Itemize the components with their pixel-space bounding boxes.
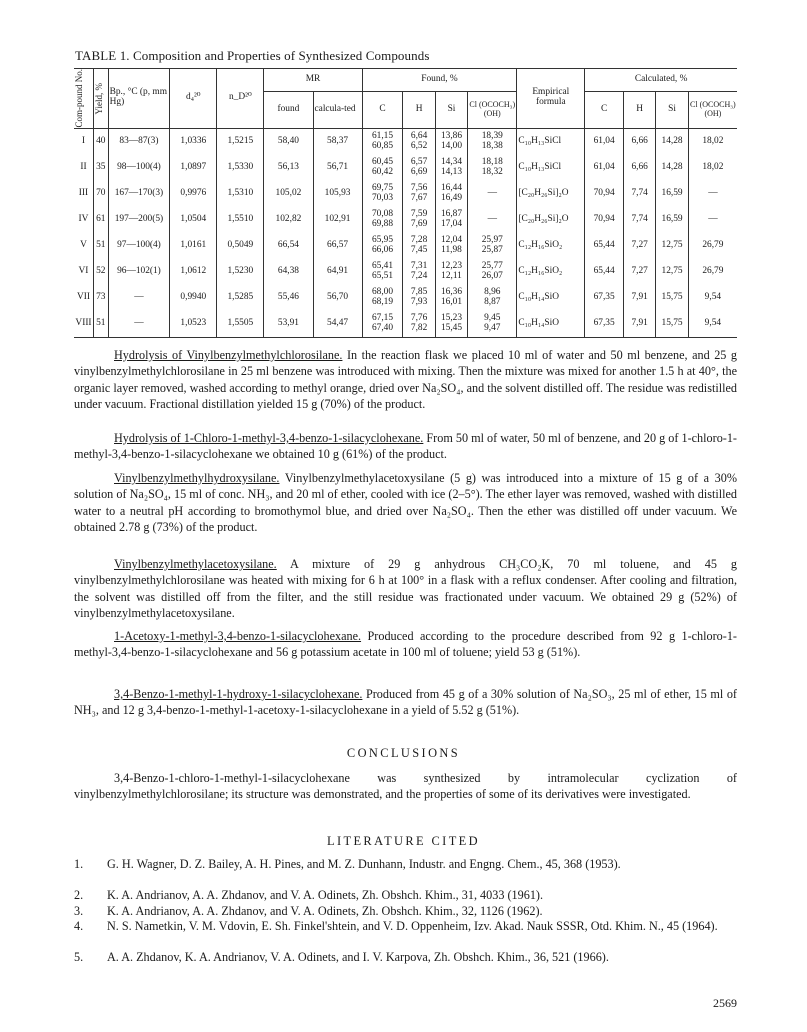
cell-found-cl: 9,45 9,47 (468, 311, 517, 338)
literature-heading: LITERATURE CITED (327, 834, 480, 848)
table-row (74, 259, 737, 285)
cell-found-c: 69,75 70,03 (362, 181, 403, 207)
reference-3 (74, 904, 737, 919)
cell-compound-no: VII (76, 291, 90, 302)
cell-yield: 70 (93, 181, 108, 207)
cell-found-cl: — (468, 207, 517, 233)
cell-calc-si: 16,59 (656, 181, 688, 207)
cell-density: 1,0504 (170, 207, 217, 233)
cell-calc-cl: 9,54 (688, 285, 737, 311)
cell-mr-calc: 54,47 (313, 311, 362, 338)
cell-mr-found: 105,02 (264, 181, 313, 207)
cell-calc-si: 15,75 (656, 311, 688, 338)
paragraph-hydroxy-benzo (74, 686, 737, 719)
cell-bp: 167—170(3) (108, 181, 170, 207)
cell-bp: 83—87(3) (108, 128, 170, 155)
header-compound-no: Com-pound No. (74, 69, 84, 128)
cell-bp: 197—200(5) (108, 207, 170, 233)
cell-calc-cl: — (688, 181, 737, 207)
header-found-h: H (403, 91, 435, 128)
reference-5 (74, 950, 737, 965)
cell-found-si: 12,23 12,11 (435, 259, 467, 285)
header-calc-group: Calculated, % (585, 69, 737, 92)
cell-bp: 96—102(1) (108, 259, 170, 285)
table-row (74, 128, 737, 155)
cell-mr-found: 56,13 (264, 155, 313, 181)
cell-mr-found: 58,40 (264, 128, 313, 155)
cell-found-c: 65,41 65,51 (362, 259, 403, 285)
reference-1 (74, 857, 737, 872)
table-row (74, 233, 737, 259)
cell-compound-no: VIII (74, 311, 93, 338)
cell-density: 1,0336 (170, 128, 217, 155)
cell-found-si: 16,36 16,01 (435, 285, 467, 311)
reference-number: 2. (74, 888, 84, 902)
paragraph-body: Produced according to the procedure described from 92 g 1-chloro-1-methyl-3,4-benzo-1-silacyclohexane and 56 g potassium acetate in 100 ml of toluene; yield 53 g (51%). (74, 629, 737, 660)
cell-found-c: 70,08 69,88 (362, 207, 403, 233)
header-mr-calc: calcula-ted (313, 91, 362, 128)
cell-found-cl: 18,18 18,32 (468, 155, 517, 181)
cell-mr-found: 102,82 (264, 207, 313, 233)
cell-found-c: 67,15 67,40 (362, 311, 403, 338)
cell-bp: 97—100(4) (108, 233, 170, 259)
cell-formula: [C₂₀H₂₆Si]₂O (517, 181, 585, 207)
cell-calc-c: 70,94 (585, 181, 624, 207)
cell-calc-si: 14,28 (656, 155, 688, 181)
cell-yield: 40 (93, 128, 108, 155)
cell-found-h: 6,64 6,52 (403, 128, 435, 155)
cell-calc-c: 70,94 (585, 207, 624, 233)
cell-calc-si: 16,59 (656, 207, 688, 233)
cell-calc-h: 6,66 (623, 155, 655, 181)
reference-number: 4. (74, 919, 84, 933)
header-found-cl: Cl (OCOCH₃) (OH) (468, 91, 517, 128)
cell-refractive-index: 1,5510 (217, 207, 264, 233)
cell-found-si: 15,23 15,45 (435, 311, 467, 338)
cell-density: 1,0523 (170, 311, 217, 338)
cell-found-cl: 25,97 25,87 (468, 233, 517, 259)
cell-calc-c: 67,35 (585, 311, 624, 338)
cell-compound-no: V (80, 239, 87, 250)
cell-mr-found: 66,54 (264, 233, 313, 259)
header-found-c: C (362, 91, 403, 128)
cell-refractive-index: 1,5285 (217, 285, 264, 311)
reference-text: K. A. Andrianov, A. A. Zhdanov, and V. A. Odinets, Zh. Obshch. Khim., 31, 4033 (1961). (107, 888, 544, 902)
header-yield: Yield, % (93, 82, 104, 114)
paragraph-hydrolysis-chloro (74, 430, 737, 463)
cell-found-h: 7,56 7,67 (403, 181, 435, 207)
cell-calc-si: 12,75 (656, 259, 688, 285)
cell-found-h: 7,76 7,82 (403, 311, 435, 338)
table-row (74, 285, 737, 311)
conclusions-heading: CONCLUSIONS (346, 746, 461, 760)
cell-calc-c: 65,44 (585, 233, 624, 259)
cell-formula: C₁₀H₁₃SiCl (517, 128, 585, 155)
cell-refractive-index: 1,5230 (217, 259, 264, 285)
cell-found-h: 7,31 7,24 (403, 259, 435, 285)
cell-mr-calc: 64,91 (313, 259, 362, 285)
reference-2 (74, 888, 737, 903)
cell-formula: [C₂₀H₂₆Si]₂O (517, 207, 585, 233)
table-title: TABLE 1. Composition and Properties of Synthesized Compounds (75, 48, 430, 63)
cell-found-cl: 25,77 26,07 (468, 259, 517, 285)
cell-yield: 35 (93, 155, 108, 181)
cell-refractive-index: 1,5215 (217, 128, 264, 155)
table-row (74, 155, 737, 181)
table-row (74, 311, 737, 338)
cell-formula: C₁₀H₁₄SiO (517, 285, 585, 311)
conclusions-text (74, 770, 737, 803)
paragraph-acetoxysilane (74, 556, 737, 622)
paragraph-acetoxy-benzo (74, 628, 737, 661)
cell-mr-calc: 102,91 (313, 207, 362, 233)
cell-found-c: 61,15 60,85 (362, 128, 403, 155)
cell-yield: 51 (93, 233, 108, 259)
cell-found-si: 12,04 11,98 (435, 233, 467, 259)
cell-density: 0,9940 (170, 285, 217, 311)
paragraph-body: Produced from 45 g of a 30% solution of Na₂SO₃, 25 ml of ether, 15 ml of NH₃, and 12 g 3,4-benzo-1-methyl-1-acetoxy-1-silacyclohexane in a yield of 5.52 g (51%). (74, 687, 737, 718)
cell-calc-c: 61,04 (585, 128, 624, 155)
cell-density: 1,0897 (170, 155, 217, 181)
cell-calc-c: 65,44 (585, 259, 624, 285)
cell-calc-cl: 18,02 (688, 128, 737, 155)
paragraph-heading: Vinylbenzylmethylhydroxysilane. (114, 471, 280, 485)
paragraph-heading: Hydrolysis of 1-Chloro-1-methyl-3,4-benzo-1-silacyclohexane. (114, 431, 424, 445)
composition-table (74, 68, 737, 338)
cell-mr-found: 55,46 (264, 285, 313, 311)
cell-yield: 51 (93, 311, 108, 338)
paragraph-hydrolysis-vinylbenzyl (74, 347, 737, 413)
cell-mr-calc: 66,57 (313, 233, 362, 259)
cell-found-h: 7,85 7,93 (403, 285, 435, 311)
cell-found-cl: 8,96 8,87 (468, 285, 517, 311)
cell-mr-calc: 56,70 (313, 285, 362, 311)
header-calc-h: H (623, 91, 655, 128)
cell-mr-found: 64,38 (264, 259, 313, 285)
table-row (74, 181, 737, 207)
header-calc-si: Si (656, 91, 688, 128)
cell-found-si: 13,86 14,00 (435, 128, 467, 155)
cell-mr-calc: 105,93 (313, 181, 362, 207)
cell-found-cl: 18,39 18,38 (468, 128, 517, 155)
cell-calc-h: 7,74 (623, 207, 655, 233)
cell-refractive-index: 1,5310 (217, 181, 264, 207)
paragraph-heading: 1-Acetoxy-1-methyl-3,4-benzo-1-silacyclohexane. (114, 629, 362, 643)
header-mr: MR (264, 69, 362, 92)
cell-formula: C₁₀H₁₃SiCl (517, 155, 585, 181)
paragraph-hydroxysilane (74, 470, 737, 536)
paragraph-heading: 3,4-Benzo-1-methyl-1-hydroxy-1-silacyclohexane. (114, 687, 363, 701)
cell-found-h: 7,28 7,45 (403, 233, 435, 259)
cell-calc-cl: — (688, 207, 737, 233)
cell-formula: C₁₀H₁₄SiO (517, 311, 585, 338)
cell-mr-found: 53,91 (264, 311, 313, 338)
cell-density: 1,0161 (170, 233, 217, 259)
cell-refractive-index: 1,5505 (217, 311, 264, 338)
cell-calc-h: 7,91 (623, 311, 655, 338)
cell-yield: 52 (93, 259, 108, 285)
paragraph-body: In the reaction flask we placed 10 ml of water and 50 ml benzene, and 25 g vinylbenzylmethylchlorosilane in 25 ml benzene was introduced with mixing. Then the mixture was mixed for another 1.5 h at 40°, the organic layer removed, washed according to methyl orange, dried over Na₂SO₄, and the solvent distilled off. The residue was redistilled under vacuum. Fractional distillation yielded 15 g (70%) of the product. (74, 348, 737, 412)
cell-compound-no: III (78, 187, 89, 198)
cell-mr-calc: 58,37 (313, 128, 362, 155)
paragraph-body: Vinylbenzylmethylacetoxysilane (5 g) was introduced into a mixture of 15 g of a 30% solution of Na₂SO₄, 15 ml of conc. NH₃, and 20 ml of ether, cooled with ice (2–5°). The ether layer was removed, washed with distilled water to a neutral pH according to bromothymol blue, and dried over Na₂SO₄. Then the ether was distilled off under vacuum. We obtained 2.78 g (73%) of the product. (74, 471, 737, 535)
cell-calc-cl: 26,79 (688, 233, 737, 259)
cell-compound-no: I (81, 135, 86, 146)
cell-found-si: 16,87 17,04 (435, 207, 467, 233)
cell-found-si: 14,34 14,13 (435, 155, 467, 181)
cell-found-c: 68,00 68,19 (362, 285, 403, 311)
cell-density: 0,9976 (170, 181, 217, 207)
header-found-si: Si (435, 91, 467, 128)
cell-calc-h: 6,66 (623, 128, 655, 155)
cell-bp: — (108, 285, 170, 311)
cell-calc-cl: 18,02 (688, 155, 737, 181)
reference-number: 1. (74, 857, 84, 871)
cell-found-h: 7,59 7,69 (403, 207, 435, 233)
reference-text: K. A. Andrianov, A. A. Zhdanov, and V. A. Odinets, Zh. Obshch. Khim., 32, 1126 (1962). (107, 904, 543, 918)
reference-number: 5. (74, 950, 84, 964)
cell-compound-no: VI (78, 265, 89, 276)
reference-text: G. H. Wagner, D. Z. Bailey, A. H. Pines, and M. Z. Dunhann, Industr. and Engng. Chem., 45, 368 (1953). (107, 857, 621, 871)
cell-refractive-index: 0,5049 (217, 233, 264, 259)
cell-bp: 98—100(4) (108, 155, 170, 181)
header-calc-c: C (585, 91, 624, 128)
cell-calc-h: 7,27 (623, 259, 655, 285)
header-refractive-index: n_D²⁰ (217, 69, 264, 129)
cell-calc-si: 14,28 (656, 128, 688, 155)
cell-yield: 73 (93, 285, 108, 311)
cell-compound-no: IV (78, 213, 89, 224)
paragraph-body: From 50 ml of water, 50 ml of benzene, and 20 g of 1-chloro-1-methyl-3,4-benzo-1-silacyclohexane we obtained 10 g (61%) of the product. (74, 431, 737, 462)
cell-found-c: 65,95 66,06 (362, 233, 403, 259)
cell-calc-h: 7,91 (623, 285, 655, 311)
cell-found-cl: — (468, 181, 517, 207)
cell-calc-h: 7,27 (623, 233, 655, 259)
conclusions-body: 3,4-Benzo-1-chloro-1-methyl-1-silacyclohexane was synthesized by intramolecular cyclization of vinylbenzylmethylchlorosilane; its structure was demonstrated, and the properties of some of its derivatives were investigated. (74, 771, 737, 802)
cell-calc-si: 12,75 (656, 233, 688, 259)
paragraph-heading: Vinylbenzylmethylacetoxysilane. (114, 557, 277, 571)
paragraph-body: A mixture of 29 g anhydrous CH₃CO₂K, 70 ml toluene, and 45 g vinylbenzylmethylchlorosilane was heated with mixing for 6 h at 100° in a flask with a reflux condenser. After cooling and filtration, the solvent was distilled off from the filter, and the still residue was fractionated under vacuum. We obtained 29 g (52%) of vinylbenzylmethylacetoxysilane. (74, 557, 737, 621)
cell-refractive-index: 1,5330 (217, 155, 264, 181)
cell-mr-calc: 56,71 (313, 155, 362, 181)
cell-found-c: 60,45 60,42 (362, 155, 403, 181)
table-row (74, 207, 737, 233)
header-bp: Bp., °C (p, mm Hg) (108, 69, 170, 129)
cell-yield: 61 (93, 207, 108, 233)
paragraph-heading: Hydrolysis of Vinylbenzylmethylchlorosilane. (114, 348, 343, 362)
cell-bp: — (108, 311, 170, 338)
reference-text: A. A. Zhdanov, K. A. Andrianov, V. A. Odinets, and I. V. Karpova, Zh. Obshch. Khim., 36, 521 (1966). (107, 950, 609, 964)
header-found-group: Found, % (362, 69, 517, 92)
cell-density: 1,0612 (170, 259, 217, 285)
cell-calc-cl: 9,54 (688, 311, 737, 338)
header-formula: Empirical formula (517, 69, 585, 129)
cell-calc-si: 15,75 (656, 285, 688, 311)
cell-found-si: 16,44 16,49 (435, 181, 467, 207)
header-density: d₄²⁰ (170, 69, 217, 129)
cell-compound-no: II (80, 161, 87, 172)
cell-formula: C₁₂H₁₆SiO₂ (517, 259, 585, 285)
cell-calc-c: 67,35 (585, 285, 624, 311)
reference-text: N. S. Nametkin, V. M. Vdovin, E. Sh. Finkel'shtein, and V. D. Oppenheim, Izv. Akad. Nauk SSSR, Otd. Khim. N., 45 (1964). (107, 919, 718, 933)
reference-4 (74, 919, 737, 934)
cell-calc-h: 7,74 (623, 181, 655, 207)
header-mr-found: found (264, 91, 313, 128)
cell-found-h: 6,57 6,69 (403, 155, 435, 181)
page-number: 2569 (713, 996, 737, 1010)
header-calc-cl: Cl (OCOCH₃) (OH) (688, 91, 737, 128)
cell-formula: C₁₂H₁₆SiO₂ (517, 233, 585, 259)
cell-calc-c: 61,04 (585, 155, 624, 181)
cell-calc-cl: 26,79 (688, 259, 737, 285)
reference-number: 3. (74, 904, 84, 918)
